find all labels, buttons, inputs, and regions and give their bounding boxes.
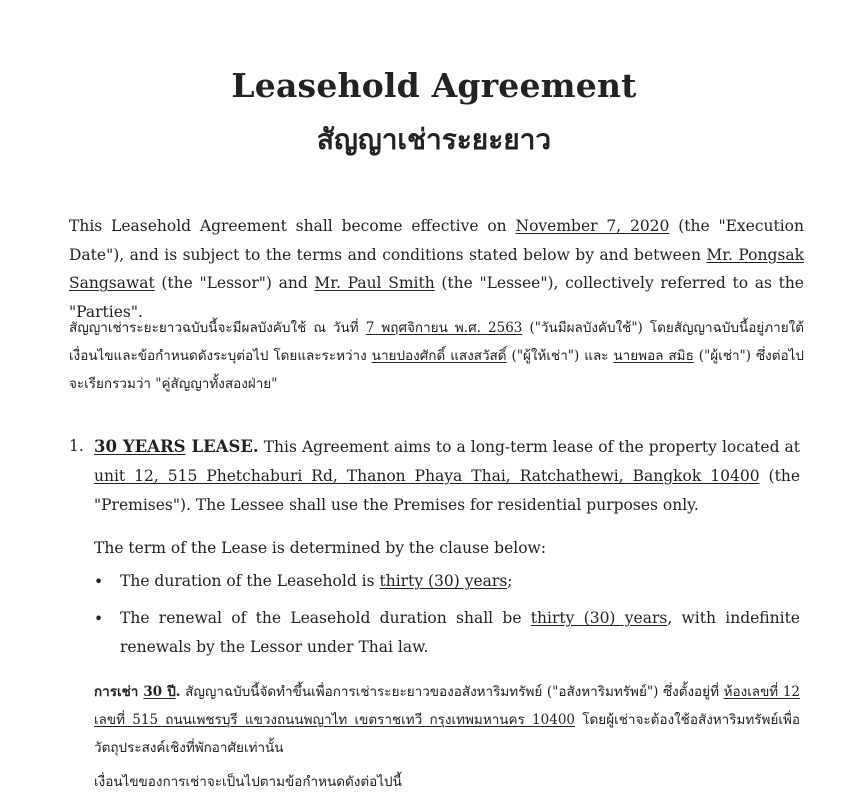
clause-heading-th-period: .: [175, 684, 181, 700]
intro-text-th: ("ผู้ให้เช่า") และ: [506, 348, 614, 364]
document-title-thai: สัญญาเช่าระยะยาว: [316, 123, 552, 156]
bullet-text: The renewal of the Leasehold duration shall be: [120, 609, 531, 627]
clause-number: 1.: [69, 437, 84, 455]
bullet-text: , with indefinite renewals by the Lessor under Thai law.: [120, 609, 800, 656]
bullet-marker: •: [94, 610, 104, 628]
premises-address: unit 12, 515 Phetchaburi Rd, Thanon Phaya Thai, Ratchathewi, Bangkok 10400: [94, 467, 760, 485]
bullet-item: [120, 567, 800, 596]
execution-date-th: 7 พฤศจิกายน พ.ศ. 2563: [365, 320, 523, 336]
clause-heading-th-label: การเช่า: [94, 684, 144, 700]
clause-1-paragraph: [94, 432, 800, 520]
clause-text: This Agreement aims to a long-term lease of the property located at: [258, 438, 800, 456]
intro-text-th: ("วันมีผลบังคับใช้") โดยสัญญาฉบับนี้อยู่ภายใต้เงื่อนไขและข้อกำหนดดังระบุต่อไป โดยและระหว่าง: [69, 320, 804, 364]
intro-text: This Leasehold Agreement shall become effective on: [69, 217, 516, 235]
renewal-duration: thirty (30) years: [530, 609, 668, 627]
clause-1-paragraph-th: [94, 678, 800, 762]
intro-text-th: ("ผู้เช่า") ซึ่งต่อไปจะเรียกรวมว่า "คู่สัญญาทั้งสองฝ่าย": [69, 348, 805, 392]
document-title: Leasehold Agreement: [231, 66, 637, 105]
bullet-text: The duration of the Leasehold is: [120, 572, 380, 590]
intro-text-th: สัญญาเช่าระยะยาวฉบับนี้จะมีผลบังคับใช้ ณ วันที่: [69, 320, 366, 336]
intro-paragraph-en: [69, 212, 804, 326]
clause-heading: [94, 437, 259, 456]
lessor-name: Mr. Pongsak Sangsawat: [69, 245, 804, 292]
bullet-text: ;: [507, 572, 513, 590]
term-intro-th: เงื่อนไขของการเช่าจะเป็นไปตามข้อกำหนดดังต่อไปนี้: [94, 774, 402, 790]
lessee-name-th: นายพอล สมิธ: [613, 348, 694, 364]
premises-address-th: ห้องเลขที่ 12 เลขที่ 515 ถนนเพชรบุรี แขวงถนนพญาไท เขตราชเทวี กรุงเทพมหานคร 10400: [94, 684, 800, 728]
execution-date: November 7, 2020: [515, 217, 670, 235]
intro-text: (the "Execution Date"), and is subject to the terms and conditions stated below by and between: [69, 217, 804, 264]
lease-duration: thirty (30) years: [379, 572, 508, 590]
lessee-name: Mr. Paul Smith: [314, 274, 435, 292]
clause-heading-term: 30 YEARS: [94, 437, 186, 456]
term-intro: The term of the Lease is determined by the clause below:: [94, 539, 547, 557]
intro-text: (the "Lessor") and: [154, 274, 315, 292]
bullet-item: [120, 604, 800, 662]
clause-text-th: โดยผู้เช่าจะต้องใช้อสังหาริมทรัพย์เพื่อวัตถุประสงค์เชิงที่พักอาศัยเท่านั้น: [94, 712, 800, 756]
intro-paragraph-th: [69, 314, 804, 398]
lessor-name-th: นายปองศักดิ์ แสงสวัสดิ์: [371, 348, 507, 364]
intro-text: (the "Lessee"), collectively referred to as the "Parties".: [69, 274, 804, 321]
bullet-marker: •: [94, 573, 104, 591]
clause-heading-th: [94, 684, 180, 700]
clause-text: (the "Premises"). The Lessee shall use the Premises for residential purposes only.: [94, 467, 800, 514]
clause-heading-th-term: 30 ปี: [143, 684, 176, 700]
clause-text-th: สัญญาฉบับนี้จัดทำขึ้นเพื่อการเช่าระยะยาวของอสังหาริมทรัพย์ ("อสังหาริมทรัพย์") ซึ่งตั้งอยู่ที่: [180, 684, 724, 700]
clause-heading-rest: LEASE.: [185, 437, 259, 456]
